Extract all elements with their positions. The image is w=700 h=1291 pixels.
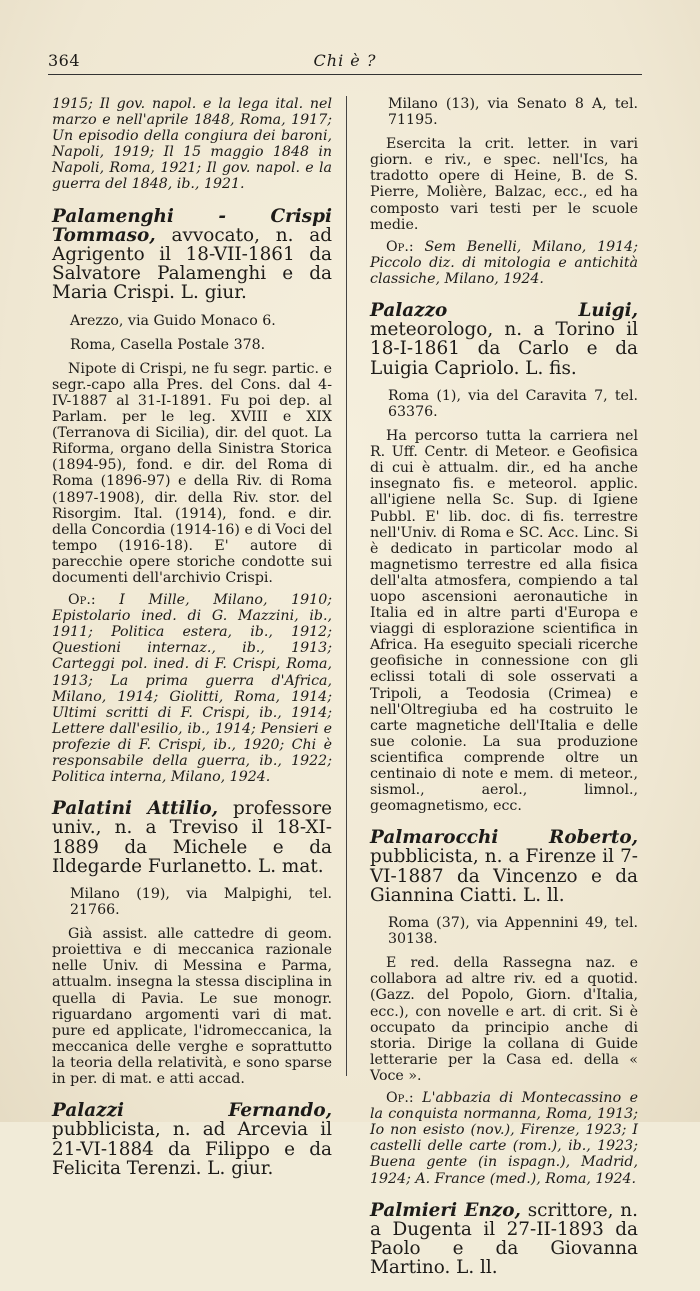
entry-palmarocchi xyxy=(370,828,638,1186)
entry-works: L'abbazia di Montecassino e la conquista normanna, Roma, 1913; Io non esisto (nov.), Firenze, 1923; I castelli delle carte (rom.), ib., 1923; Buena gente (in ispagn.), Madrid, 1924; A. France (med.), Roma, 1924. xyxy=(370,1090,638,1187)
left-column xyxy=(52,96,332,1192)
entry-lead: pubblicista, n. a Firenze il 7-VI-1887 da Vincenzo e da Giannina Ciatti. L. ll. xyxy=(370,846,638,906)
right-column xyxy=(370,96,638,1291)
entry-body: E red. della Rassegna naz. e collabora ad altre riv. ed a quotid. (Gazz. del Popolo, Giorn. d'Italia, ecc.), con novelle e art. di crit. Si è occupato da principio anche di storia. Dirige la collana di Guide letterarie per la Casa ed. della « Voce ». xyxy=(370,955,638,1084)
entry-lead: avvocato, n. ad Agrigento il 18-VII-1861 da Salvatore Palamenghi e da Maria Crispi. L. giur. xyxy=(52,224,332,304)
entry-body: Ha percorso tutta la carriera nel R. Uff. Centr. di Meteor. e Geofisica di cui è attualm. dir., ed ha anche insegnato fis. e meteorol. applic. all'igiene nella Sc. Sup. di Igiene Pubbl. E' lib. doc. di fis. terrestre nell'Univ. di Roma e SC. Acc. Linc. Si è dedicato in particolar modo al magnetismo terrestre ed alla fisica dell'alta atmosfera, compiendo a tal uopo ascensioni aeronautiche in Italia ed in altre parti d'Europa e viaggi di esplorazione scientifica in Africa. Ha eseguito speciali ricerche geofisiche in connessione con gli eclissi totali di sole osservati a Tripoli, a Teodosia (Crimea) e nell'Oltregiuba ed ha costruito le carte magnetiche dell'Italia e delle sue colonie. La sua produzione scientifica comprende oltre un centinaio di note e mem. di meteor., sismol., aerol., limnol., geomagnetismo, ecc. xyxy=(370,428,638,815)
entry-address: Roma (1), via del Caravita 7, tel. 63376. xyxy=(388,387,638,420)
entry-lead: pubblicista, n. ad Arcevia il 21-VI-1884 da Filippo e da Felicita Terenzi. L. giur. xyxy=(52,1119,332,1179)
continuation-body: Esercita la crit. letter. in vari giorn. e riv., e spec. nell'Ics, ha tradotto opere di Heine, B. de S. Pierre, Molière, Balzac, ecc., ed ha composto vari testi per le scuole medie. xyxy=(370,136,638,233)
entry-palatini xyxy=(52,799,332,1087)
continuation-text: 1915; Il gov. napol. e la lega ital. nel marzo e nell'aprile 1848, Roma, 1917; Un episodio della congiura dei baroni, Napoli, 1919; Il 15 maggio 1848 in Napoli, Roma, 1921; Il gov. napol. e la guerra del 1848, ib., 1921. xyxy=(52,96,332,193)
entry-palamenghi-crispi xyxy=(52,207,332,786)
entry-name: Palatini Attilio, xyxy=(52,798,219,820)
entry-works: I Mille, Milano, 1910; Epistolario ined. di G. Mazzini, ib., 1911; Politica estera, ib., 1912; Questioni internaz., ib., 1913; Carteggi pol. ined. di F. Crispi, Roma, 1913; La prima guerra d'Africa, Milano, 1914; Giolitti, Roma, 1914; Ultimi scritti di F. Crispi, ib., 1914; Lettere dall'esilio, ib., 1914; Pensieri e profezie di F. Crispi, ib., 1920; Chi è responsabile della guerra, ib., 1922; Politica interna, Milano, 1924. xyxy=(52,592,332,786)
op-label: Op.: xyxy=(386,1090,414,1107)
entry-lead: professore univ., n. a Treviso il 18-XI-1889 da Michele e da Ildegarde Furlanetto. L. mat. xyxy=(52,798,332,877)
entry-name: Palmarocchi Roberto, xyxy=(370,827,638,849)
entry-name: Palazzo Luigi, xyxy=(370,300,638,322)
entry-palmieri xyxy=(370,1201,638,1278)
entry-name: Palazzi Fernando, xyxy=(52,1100,332,1122)
entry-address: Roma, Casella Postale 378. xyxy=(70,336,266,353)
op-label: Op.: xyxy=(68,592,96,609)
page-number: 364 xyxy=(48,51,81,70)
running-title: Chi è ? xyxy=(313,51,377,70)
entry-works: Sem Benelli, Milano, 1914; Piccolo diz. di mitologia e antichità classiche, Milano, 1924. xyxy=(370,238,638,287)
entry-address: Arezzo, via Guido Monaco 6. xyxy=(70,312,276,329)
op-label: Op.: xyxy=(386,238,414,255)
page-header xyxy=(48,48,642,75)
entry-lead: meteorologo, n. a Torino il 18-I-1861 da Carlo e da Luigia Capriolo. L. fis. xyxy=(370,319,638,379)
entry-body: Nipote di Crispi, ne fu segr. partic. e segr.-capo alla Pres. del Cons. dal 4-IV-1887 al 31-I-1891. Fu poi dep. al Parlam. per le leg. XVIII e XIX (Terranova di Sicilia), dir. del quot. La Riforma, organo della Sinistra Storica (1894-95), fond. e dir. del Roma di Roma (1896-97) e della Riv. di Roma (1897-1908), dir. della Riv. stor. del Risorgim. Ital. (1914), fond. e dir. della Concordia (1914-16) e di Voci del tempo (1916-18). E' autore di parecchie opere storiche condotte sui documenti dell'archivio Crispi. xyxy=(52,360,332,586)
column-divider xyxy=(346,96,347,1076)
continuation-address: Milano (13), via Senato 8 A, tel. 71195. xyxy=(388,96,638,129)
entry-name: Palamenghi - Crispi Tommaso, xyxy=(52,205,332,246)
entry-address: Roma (37), via Appennini 49, tel. 30138. xyxy=(388,915,638,948)
entry-name: Palmieri Enzo, xyxy=(370,1199,521,1221)
entry-palazzo xyxy=(370,301,638,814)
entry-address: Milano (19), via Malpighi, tel. 21766. xyxy=(70,886,332,919)
entry-body: Già assist. alle cattedre di geom. proiettiva e di meccanica razionale nelle Univ. di Messina e Parma, attualm. insegna la stessa disciplina in quella di Pavia. Le sue monogr. riguardano argomenti vari di mat. pure ed applicate, l'idromeccanica, la meccanica delle verghe e soprattutto la teoria della relatività, e sono sparse in per. di mat. e atti accad. xyxy=(52,926,332,1088)
entry-lead: scrittore, n. a Dugenta il 27-II-1893 da Paolo e da Giovanna Martino. L. ll. xyxy=(370,1199,638,1279)
entry-palazzi xyxy=(52,1101,332,1178)
